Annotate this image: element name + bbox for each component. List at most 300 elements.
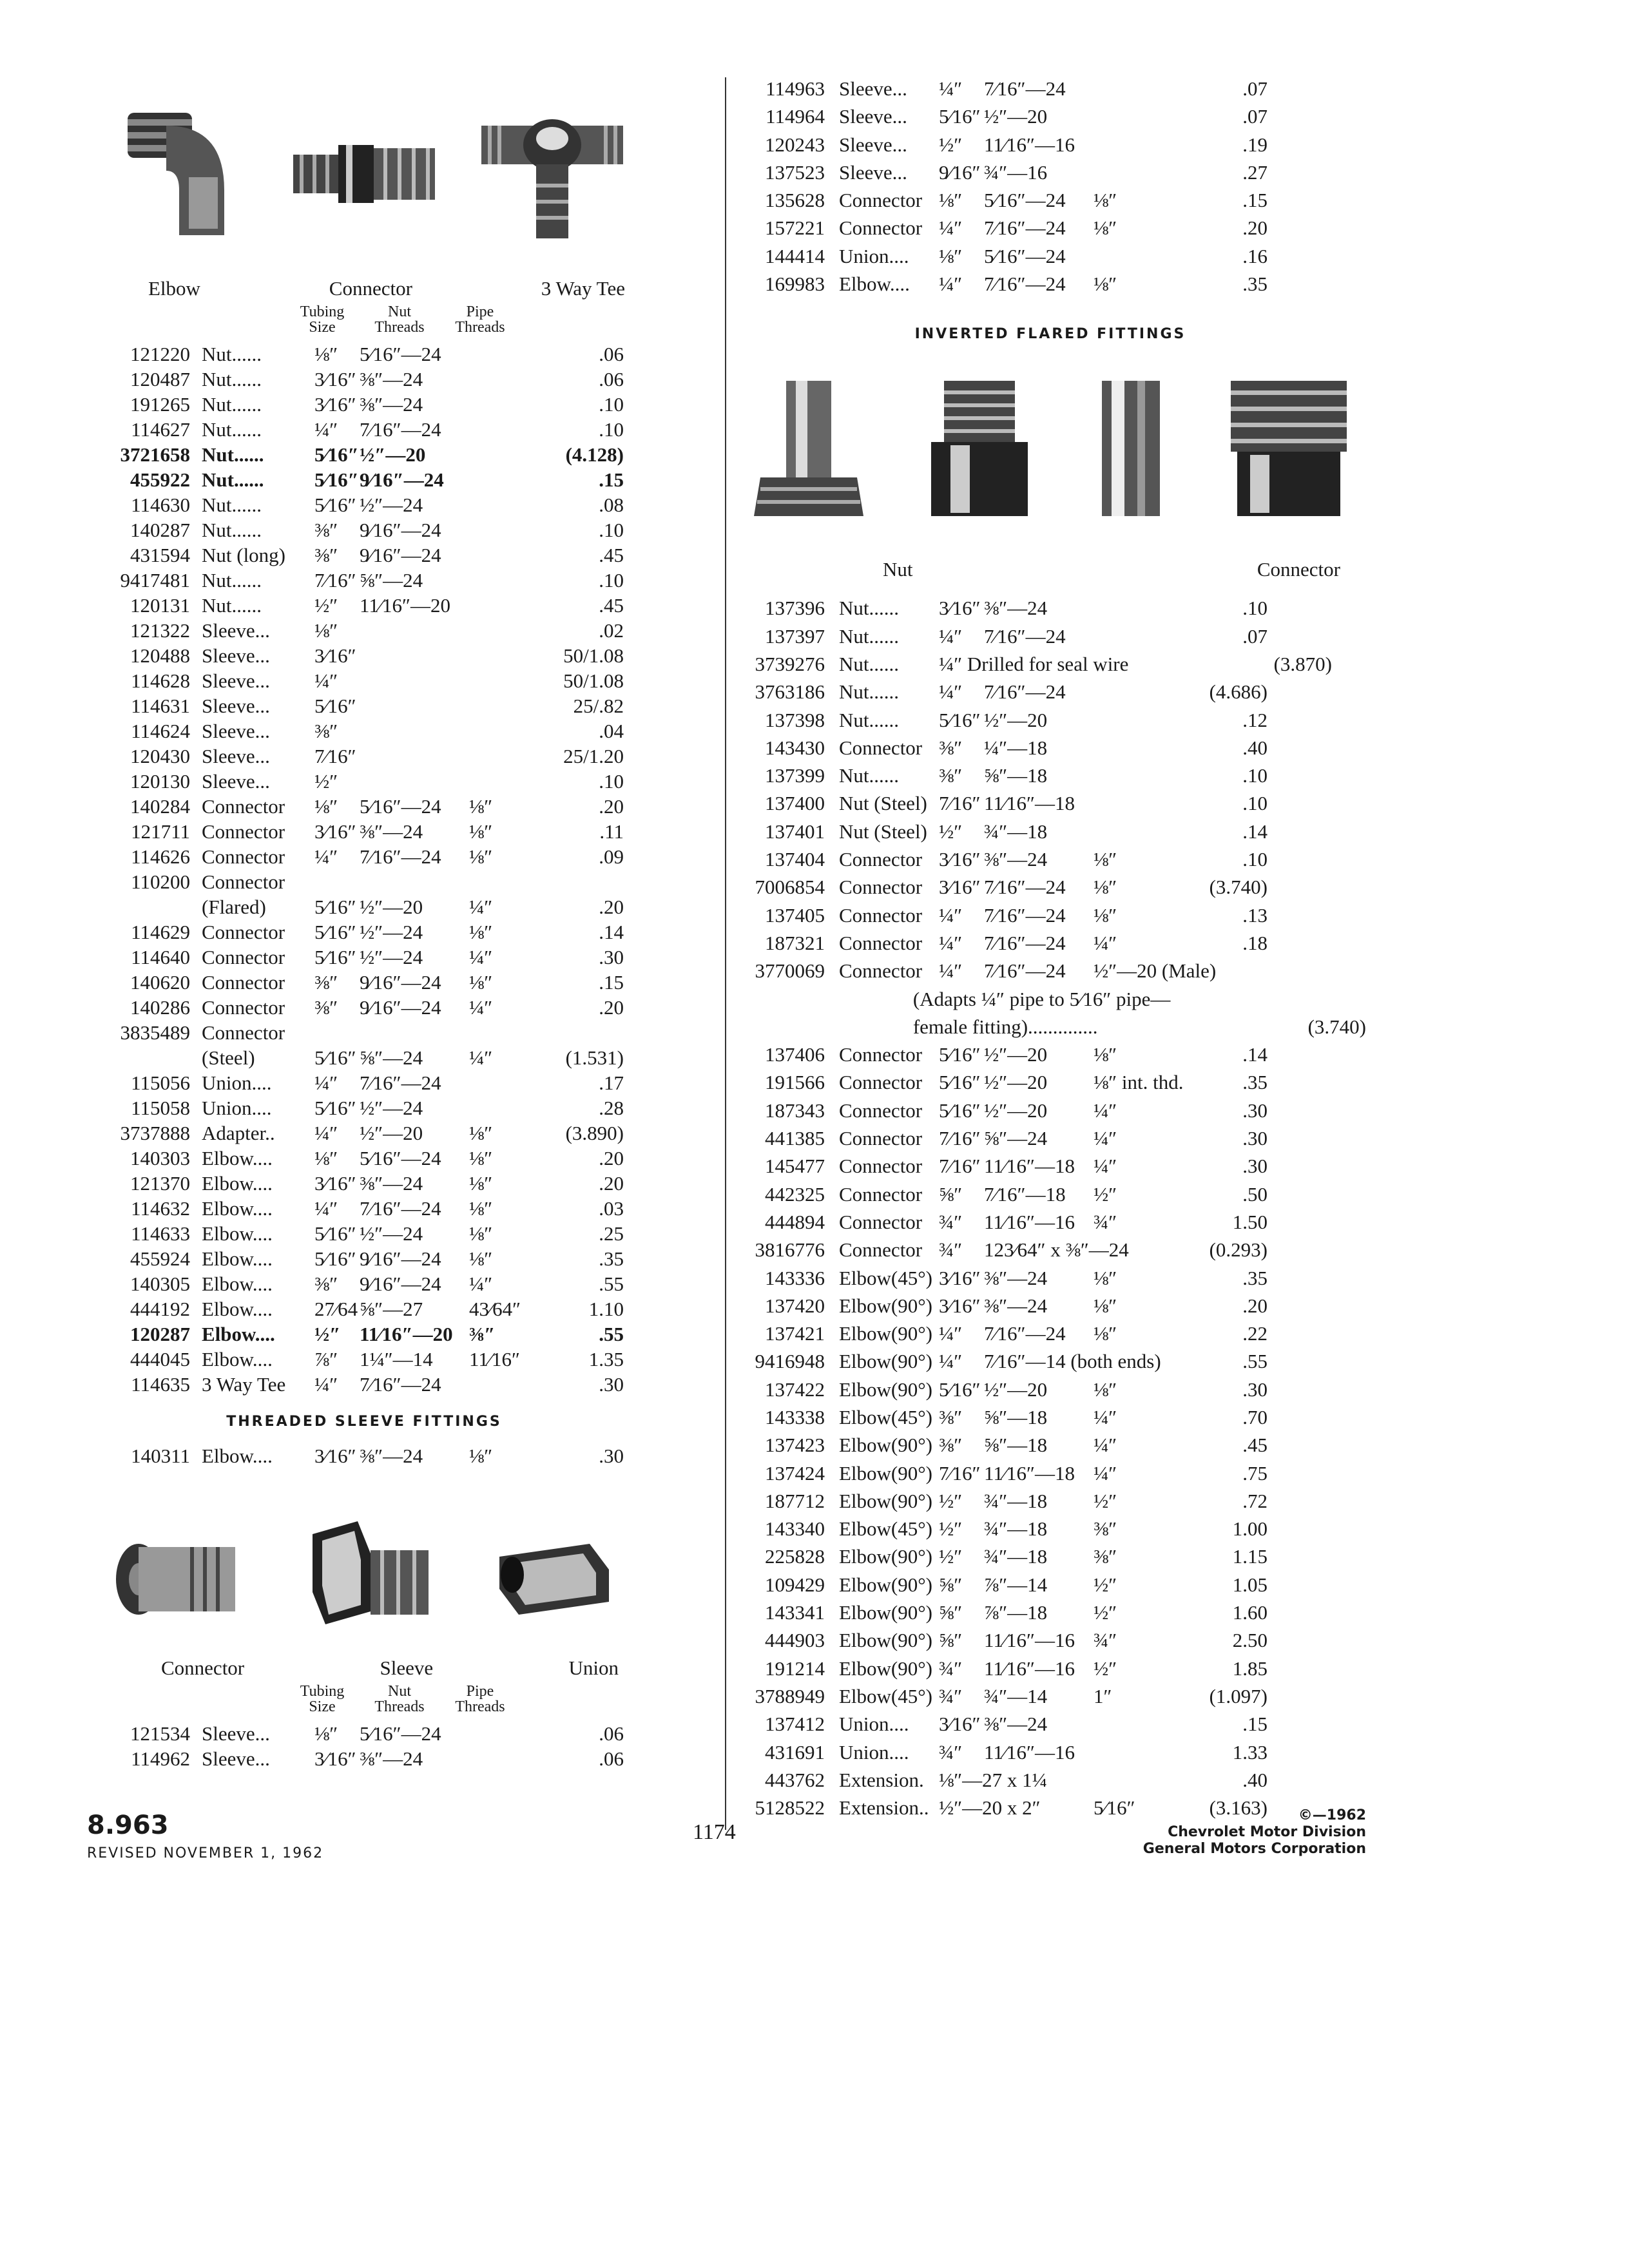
pipe-threads: 5⁄16″ xyxy=(1094,1796,1135,1820)
part-number: 3739276 xyxy=(755,652,825,675)
elbow-photo xyxy=(102,100,250,248)
tubing-size: ⅞″ xyxy=(314,1348,338,1370)
price: .16 xyxy=(1242,244,1268,267)
nut-threads: ¾″—18 xyxy=(984,1489,1048,1512)
part-number: 114629 xyxy=(131,921,190,943)
description: Elbow(90°) xyxy=(839,1378,932,1401)
pipe-threads: ⅛″ xyxy=(1094,216,1117,240)
price: (3.870) xyxy=(1273,652,1332,675)
tubing-size: 5⁄16″ xyxy=(314,946,356,968)
part-number: 137412 xyxy=(765,1713,825,1736)
table-row xyxy=(84,695,644,720)
part-number: 135628 xyxy=(765,189,825,212)
pipe-threads: 11⁄16″ xyxy=(469,1348,520,1370)
table-row xyxy=(735,848,1366,876)
description: Connector xyxy=(839,1043,923,1066)
description: Elbow.... xyxy=(202,1147,273,1169)
tubing-size: ¾″ xyxy=(939,1684,963,1707)
part-number: 137399 xyxy=(765,764,825,787)
footer-right xyxy=(1095,1807,1366,1858)
table-row xyxy=(735,1322,1366,1350)
tubing-size: ½″ xyxy=(939,1489,963,1512)
description: Elbow(45°) xyxy=(839,1684,932,1707)
tubing-size: ¼″ xyxy=(314,1373,338,1396)
description: Connector xyxy=(839,1238,923,1262)
table-row xyxy=(84,996,644,1021)
tubing-size: ¼″ xyxy=(939,216,963,240)
pipe-threads: ½″ xyxy=(1094,1182,1117,1206)
nut-threads: ⅜″—24 xyxy=(360,1172,423,1195)
nut-threads: ¾″—18 xyxy=(984,1545,1048,1568)
price: .30 xyxy=(1242,1155,1268,1178)
tubing-size: 5⁄16″ xyxy=(314,494,356,516)
caption-nut: Nut xyxy=(883,558,913,581)
description: Sleeve... xyxy=(202,695,270,717)
tubing-size: 5⁄16″ xyxy=(314,443,359,466)
table-row xyxy=(84,1172,644,1197)
table-row xyxy=(84,745,644,770)
part-number: 157221 xyxy=(765,216,825,240)
tubing-size: ⅝″ xyxy=(939,1601,963,1624)
description: Elbow(90°) xyxy=(839,1322,932,1345)
nut-threads: ½″—20 xyxy=(984,1099,1048,1122)
nut-threads: ⅝″—18 xyxy=(984,764,1048,787)
price: .40 xyxy=(1242,1768,1268,1791)
nut-threads: 7⁄16″—14 (both ends) xyxy=(984,1350,1161,1373)
part-number: 120287 xyxy=(130,1323,190,1345)
tubing-size: ¼″ xyxy=(939,1350,963,1373)
page-number: 1174 xyxy=(693,1820,736,1844)
part-number: 114624 xyxy=(131,720,190,742)
tubing-size: ⅝″ xyxy=(939,1573,963,1596)
price: .13 xyxy=(1242,903,1268,927)
note-text: (Adapts ¼″ pipe to 5⁄16″ pipe— xyxy=(912,987,1171,1010)
part-number: 137404 xyxy=(765,848,825,871)
caption-sleeve-connector: Connector xyxy=(161,1657,245,1679)
description: Elbow(90°) xyxy=(839,1350,932,1373)
nut-threads: 7⁄16″—24 xyxy=(360,845,441,868)
tubing-size: ⅜″ xyxy=(314,544,338,566)
part-number: 143336 xyxy=(765,1266,825,1289)
price: .20 xyxy=(599,896,624,918)
nut-threads: ¼″—18 xyxy=(984,736,1048,759)
table-row xyxy=(84,1072,644,1097)
part-number: 114964 xyxy=(766,105,825,128)
description: Connector xyxy=(839,959,923,983)
price: .45 xyxy=(1242,1434,1268,1457)
description: Connector xyxy=(202,870,285,893)
table-row xyxy=(735,653,1366,680)
pipe-threads: ⅛″ int. thd. xyxy=(1094,1071,1184,1094)
nut-threads: 11⁄16″—16 xyxy=(984,133,1075,156)
table-row xyxy=(84,1273,644,1298)
price: .02 xyxy=(599,619,624,642)
tubing-size: 9⁄16″ xyxy=(939,160,981,184)
nut-threads: 5⁄16″—24 xyxy=(360,1147,441,1169)
tubing-size: 3⁄16″ xyxy=(939,597,981,620)
part-number: 441385 xyxy=(765,1127,825,1150)
nut-threads: 7⁄16″—24 xyxy=(360,1072,441,1094)
table-row xyxy=(84,519,644,544)
description: Nut...... xyxy=(839,597,899,620)
table-row xyxy=(735,1378,1366,1406)
price: .27 xyxy=(1242,160,1268,184)
tubing-size: ¼″ xyxy=(939,1322,963,1345)
price: .07 xyxy=(1242,624,1268,648)
description: Nut...... xyxy=(839,652,899,675)
table-row xyxy=(735,876,1366,903)
inverted-flared-title: INVERTED FLARED FITTINGS xyxy=(914,326,1186,343)
price: .12 xyxy=(1242,708,1268,731)
nut-threads: ⅜″—24 xyxy=(360,820,423,843)
pipe-threads: ⅛″ xyxy=(1094,273,1117,296)
part-number: 140311 xyxy=(131,1445,190,1467)
tubing-size: ⅜″ xyxy=(314,720,338,742)
table-row xyxy=(84,896,644,921)
price: .15 xyxy=(1242,189,1268,212)
description: Sleeve... xyxy=(202,669,270,692)
nut-threads: 5⁄16″—24 xyxy=(984,244,1066,267)
nut-threads: 5⁄16″—24 xyxy=(360,795,441,818)
price: .55 xyxy=(599,1273,624,1295)
nut-threads: 7⁄16″—24 xyxy=(360,1373,441,1396)
table-row xyxy=(84,946,644,971)
description: Elbow(90°) xyxy=(839,1629,932,1652)
part-number: 137405 xyxy=(765,903,825,927)
price: 1.60 xyxy=(1232,1601,1268,1624)
description: Sleeve... xyxy=(202,720,270,742)
caption-connector: Connector xyxy=(329,277,412,300)
description: Nut...... xyxy=(202,569,262,591)
description: Sleeve... xyxy=(839,105,907,128)
nut-threads: 11⁄16″—18 xyxy=(984,1155,1075,1178)
price: .10 xyxy=(599,569,624,591)
sleeve-column-headers xyxy=(84,1684,644,1722)
description: Connector xyxy=(839,1127,923,1150)
nut-threads: 9⁄16″—24 xyxy=(360,1247,441,1270)
tubing-size: ½″ xyxy=(939,820,963,843)
description: Connector xyxy=(839,876,923,899)
nut-threads: ½″—20 xyxy=(984,105,1048,128)
description: Connector xyxy=(202,921,285,943)
part-number: 110200 xyxy=(131,870,190,893)
pipe-threads: ¼″ xyxy=(1094,1405,1117,1428)
pipe-threads: ⅛″ xyxy=(469,845,493,868)
nut-threads: ⅜″—24 xyxy=(360,393,423,416)
description: Nut...... xyxy=(202,519,262,541)
table-row xyxy=(84,1445,644,1470)
tubing-size: ¾″ xyxy=(939,1740,963,1763)
part-number: 191214 xyxy=(765,1657,825,1680)
price: .25 xyxy=(599,1222,624,1245)
pipe-threads: ½″ xyxy=(1094,1601,1117,1624)
part-number: 140286 xyxy=(130,996,190,1019)
description: (Flared) xyxy=(202,896,266,918)
nut-threads: 5⁄16″—24 xyxy=(360,343,441,365)
price: 1.33 xyxy=(1232,1740,1268,1763)
table-row xyxy=(84,770,644,795)
description: Nut (long) xyxy=(202,544,286,566)
description: Elbow(90°) xyxy=(839,1601,932,1624)
description: Elbow.... xyxy=(202,1323,275,1345)
nut-threads: 7⁄16″—24 xyxy=(984,77,1066,100)
part-number: 5128522 xyxy=(755,1796,825,1820)
description: Elbow(90°) xyxy=(839,1461,932,1485)
part-number: 145477 xyxy=(765,1155,825,1178)
price: (1.097) xyxy=(1209,1684,1268,1707)
table-row xyxy=(735,1741,1366,1769)
table-row xyxy=(84,644,644,669)
part-number: 114962 xyxy=(131,1747,190,1770)
part-number: 140620 xyxy=(130,971,190,994)
table-row xyxy=(735,1713,1366,1740)
nut-threads: 9⁄16″—24 xyxy=(360,1273,441,1295)
tubing-size: 3⁄16″ xyxy=(314,1747,356,1770)
tubing-size: 5⁄16″ xyxy=(314,921,356,943)
description: Adapter.. xyxy=(202,1122,275,1144)
nut-threads: ½″—20 xyxy=(984,1043,1048,1066)
table-row xyxy=(735,904,1366,932)
table-row xyxy=(84,1373,644,1398)
description: Sleeve... xyxy=(839,133,907,156)
part-number: 444894 xyxy=(765,1210,825,1233)
table-row xyxy=(84,845,644,870)
price: .10 xyxy=(599,393,624,416)
table-row xyxy=(84,1197,644,1222)
tubing-size: 7⁄16″ xyxy=(939,1461,981,1485)
tubing-size: ⅝″ xyxy=(939,1629,963,1652)
part-number: 121322 xyxy=(130,619,190,642)
price: .14 xyxy=(1242,1043,1268,1066)
tubing-size: ⅝″ xyxy=(939,1182,963,1206)
part-number: 115056 xyxy=(131,1072,190,1094)
nut-threads: ⅜″—24 xyxy=(360,368,423,390)
nut-threads: 7⁄16″—24 xyxy=(360,418,441,441)
tubing-size: ¼″ xyxy=(939,273,963,296)
table-row xyxy=(84,1147,644,1172)
pipe-threads: ⅜″ xyxy=(1094,1545,1117,1568)
pipe-threads: ⅛″ xyxy=(469,1147,493,1169)
tubing-size: ⅛″ xyxy=(314,619,338,642)
pipe-threads: ⅛″ xyxy=(1094,1043,1117,1066)
nut-threads: 7⁄16″—24 xyxy=(984,216,1066,240)
nut-threads: ½″—20 xyxy=(360,443,426,466)
table-row xyxy=(84,343,644,368)
three-way-tee-photo xyxy=(478,100,626,248)
price: (1.531) xyxy=(565,1046,624,1069)
threaded-sleeve-title: THREADED SLEEVE FITTINGS xyxy=(226,1414,502,1430)
top-photos xyxy=(84,90,644,258)
table-row xyxy=(84,544,644,569)
nut-threads: ¾″—14 xyxy=(984,1684,1048,1707)
pipe-threads: ½″ xyxy=(1094,1657,1117,1680)
pipe-threads: ¼″ xyxy=(1094,1127,1117,1150)
description: (Steel) xyxy=(202,1046,255,1069)
nut-threads: 1¼″—14 xyxy=(360,1348,433,1370)
table-row xyxy=(735,680,1366,708)
pipe-threads: ½″ xyxy=(1094,1573,1117,1596)
tubing-size: ¼″ xyxy=(939,77,963,100)
description: Connector xyxy=(839,216,923,240)
description: Elbow(90°) xyxy=(839,1657,932,1680)
pipe-threads: ¾″ xyxy=(1094,1210,1117,1233)
description: Nut...... xyxy=(202,594,262,617)
nut-threads: 11⁄16″—16 xyxy=(984,1210,1075,1233)
tubing-size: 5⁄16″ xyxy=(939,1378,981,1401)
pipe-threads: ½″ xyxy=(1094,1489,1117,1512)
price: .10 xyxy=(599,770,624,793)
pipe-threads: ⅛″ xyxy=(469,1247,493,1270)
column-headers xyxy=(84,304,644,343)
description: Sleeve... xyxy=(202,745,270,767)
pipe-threads: ¼″ xyxy=(469,946,493,968)
price: .20 xyxy=(599,1147,624,1169)
header-tubing-size: Tubing Size xyxy=(300,303,345,336)
description: Nut...... xyxy=(839,708,899,731)
pipe-threads: ⅛″ xyxy=(1094,876,1117,899)
tubing-size: 5⁄16″ xyxy=(314,695,356,717)
nut-threads: ⅜″—24 xyxy=(360,1747,423,1770)
part-number: 3816776 xyxy=(755,1238,825,1262)
table-row xyxy=(735,1462,1366,1490)
price: .06 xyxy=(599,1747,624,1770)
price: .30 xyxy=(1242,1378,1268,1401)
price: .10 xyxy=(1242,597,1268,620)
description: Extension. xyxy=(839,1768,924,1791)
price: .72 xyxy=(1242,1489,1268,1512)
description: Nut...... xyxy=(202,468,264,491)
part-number: 137406 xyxy=(765,1043,825,1066)
price: .50 xyxy=(1242,1182,1268,1206)
caption-sleeve: Sleeve xyxy=(380,1657,434,1679)
table-row xyxy=(735,959,1366,987)
price: 25/.82 xyxy=(573,695,624,717)
part-number: 140303 xyxy=(130,1147,190,1169)
part-number: 3788949 xyxy=(755,1684,825,1707)
nut-threads: ⅞″—18 xyxy=(984,1601,1048,1624)
table-row xyxy=(735,1015,1366,1043)
price: .45 xyxy=(599,544,624,566)
inverted-nut-photo-2 xyxy=(921,374,1037,523)
part-number: 114626 xyxy=(131,845,190,868)
price: .35 xyxy=(1242,1071,1268,1094)
sleeve-header-tubing-size: Tubing Size xyxy=(300,1683,345,1715)
part-number: 121711 xyxy=(131,820,190,843)
caption-elbow: Elbow xyxy=(148,277,200,300)
tubing-size: ¼″ Drilled for seal wire xyxy=(939,652,1129,675)
description: Connector xyxy=(839,903,923,927)
price: .30 xyxy=(1242,1127,1268,1150)
tubing-size: ¼″ xyxy=(314,1122,338,1144)
part-number: 120130 xyxy=(130,770,190,793)
sleeve-photos xyxy=(84,1508,644,1650)
nut-threads: 5⁄16″—24 xyxy=(360,1722,441,1745)
pipe-threads: ¼″ xyxy=(469,996,493,1019)
nut-threads: ⅜″—24 xyxy=(984,1713,1048,1736)
nut-threads: 7⁄16″—24 xyxy=(984,1322,1066,1345)
nut-threads: ¾″—18 xyxy=(984,820,1048,843)
tubing-size: ¾″ xyxy=(939,1210,963,1233)
description: Connector xyxy=(839,1071,923,1094)
right-column xyxy=(735,77,1366,1824)
nut-threads: ⅜″—24 xyxy=(984,848,1048,871)
nut-threads: ½″—20 xyxy=(360,896,423,918)
price: .17 xyxy=(599,1072,624,1094)
nut-threads: 123⁄64″ x ⅜″—24 xyxy=(984,1238,1129,1262)
pipe-threads: ⅛″ xyxy=(1094,1378,1117,1401)
description: Connector xyxy=(839,1210,923,1233)
table-row xyxy=(735,764,1366,792)
price: 25/1.20 xyxy=(563,745,624,767)
price: .30 xyxy=(1242,1099,1268,1122)
tubing-size: 5⁄16″ xyxy=(939,1043,981,1066)
inverted-parts-table xyxy=(735,597,1366,1824)
tubing-size: 7⁄16″ xyxy=(314,745,356,767)
pipe-threads: 43⁄64″ xyxy=(469,1298,521,1320)
price: .07 xyxy=(1242,105,1268,128)
table-row xyxy=(735,77,1366,105)
tubing-size: ¼″ xyxy=(314,1197,338,1220)
tubing-size: 3⁄16″ xyxy=(314,644,356,667)
table-row xyxy=(84,1046,644,1072)
table-row xyxy=(735,736,1366,764)
pipe-threads: ⅛″ xyxy=(1094,903,1117,927)
price: .15 xyxy=(1242,1713,1268,1736)
pipe-threads: ¼″ xyxy=(469,896,493,918)
description: Nut...... xyxy=(839,624,899,648)
description: Elbow(90°) xyxy=(839,1489,932,1512)
tubing-size: 5⁄16″ xyxy=(939,1071,981,1094)
pipe-threads: ¼″ xyxy=(1094,1155,1117,1178)
price: .10 xyxy=(1242,848,1268,871)
nut-threads: ⅝″—18 xyxy=(984,1434,1048,1457)
price: .55 xyxy=(599,1323,624,1345)
part-number: 137421 xyxy=(765,1322,825,1345)
table-row xyxy=(84,443,644,468)
tubing-size: ⅛″ xyxy=(314,1722,338,1745)
description: Nut (Steel) xyxy=(839,792,927,815)
table-row xyxy=(735,189,1366,216)
tubing-size: 3⁄16″ xyxy=(939,1266,981,1289)
part-number: 120243 xyxy=(765,133,825,156)
description: Connector xyxy=(202,971,285,994)
sleeve-header-nut-threads: Nut Threads xyxy=(374,1683,425,1715)
part-number: 114628 xyxy=(131,669,190,692)
table-row xyxy=(735,245,1366,273)
tubing-size: ½″ xyxy=(939,133,963,156)
description: Connector xyxy=(839,931,923,954)
table-row xyxy=(84,820,644,845)
pipe-threads: ⅛″ xyxy=(469,1445,493,1467)
table-row xyxy=(84,795,644,820)
table-row xyxy=(84,1097,644,1122)
part-number: 140305 xyxy=(130,1273,190,1295)
part-number: 114635 xyxy=(131,1373,190,1396)
price: .15 xyxy=(599,971,624,994)
price: .19 xyxy=(1242,133,1268,156)
part-number: 137420 xyxy=(765,1294,825,1317)
tubing-size: ¼″ xyxy=(939,931,963,954)
price: 1.50 xyxy=(1232,1210,1268,1233)
description: Elbow.... xyxy=(202,1348,273,1370)
price: 1.05 xyxy=(1232,1573,1268,1596)
description: Sleeve... xyxy=(202,619,270,642)
tubing-size: 7⁄16″ xyxy=(939,792,981,815)
table-row xyxy=(84,418,644,443)
part-number: 121370 xyxy=(130,1172,190,1195)
part-number: 120430 xyxy=(130,745,190,767)
table-row xyxy=(735,1294,1366,1322)
